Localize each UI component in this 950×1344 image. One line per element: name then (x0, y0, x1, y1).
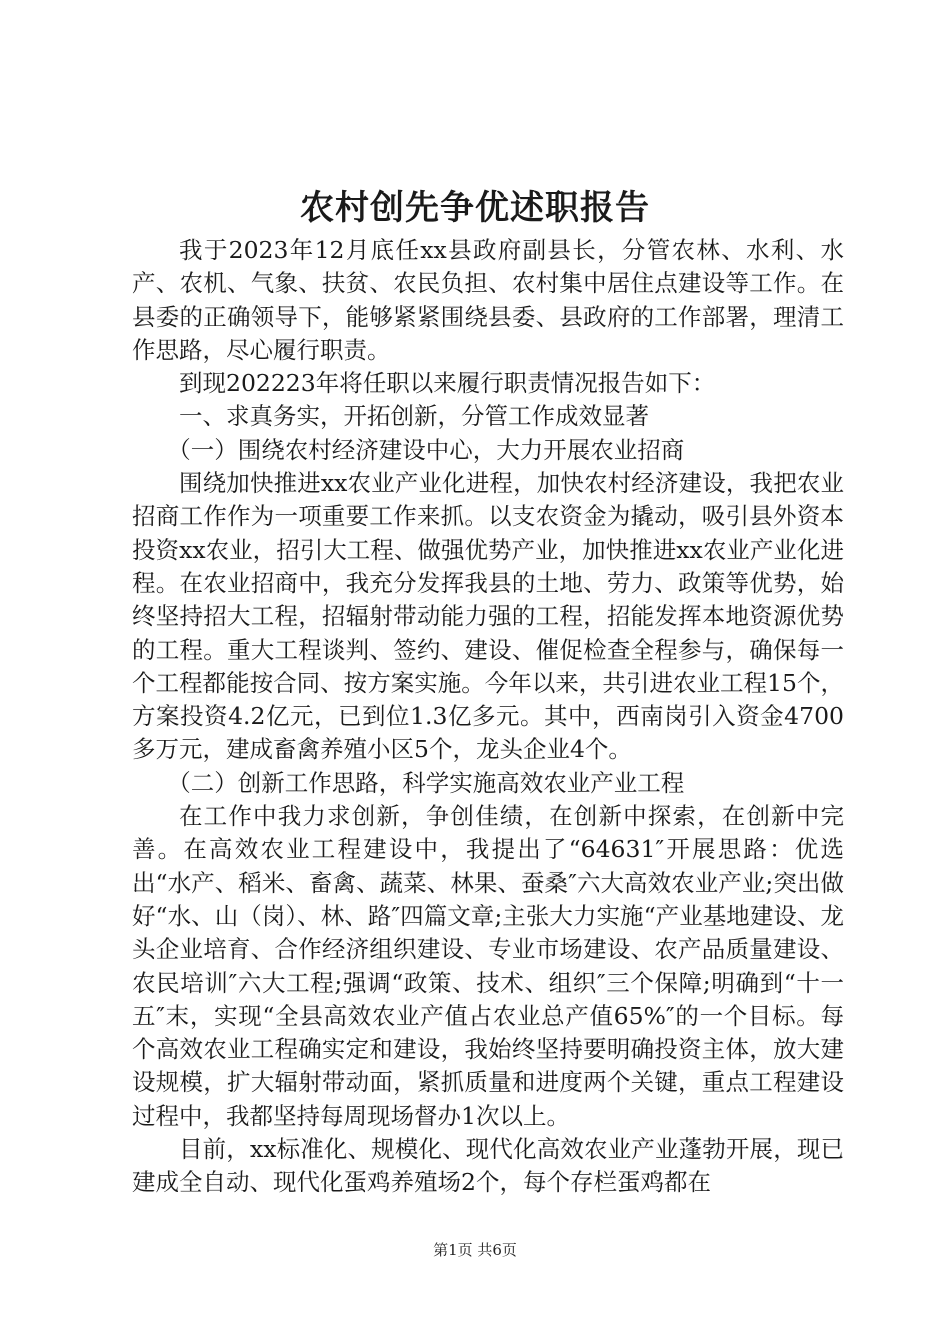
section-heading-1: 一、求真务实，开拓创新，分管工作成效显著 (179, 402, 649, 431)
paragraph-report-lead: 到现202223年将任职以来履行职责情况报告如下： (179, 369, 716, 398)
paragraph-intro: 我于2023年12月底任xx县政府副县长，分管农林、水利、水产、农机、气象、扶贫、农民负担、农村集中居住点建设等工作。在县委的正确领导下，能够紧紧围绕县委、县政府的工作部署，理清工作思路，尽心履行职责。 (132, 236, 844, 364)
paragraph-innovation: 在工作中我力求创新，争创佳绩，在创新中探索，在创新中完善。在高效农业工程建设中，我提出了“64631″开展思路：优选出“水产、稻米、畜禽、蔬菜、林果、蚕桑″六大高效农业产业;突出做好“水、山（岗）、林、路″四篇文章;主张大力实施“产业基地建设、龙头企业培育、合作经济组织建设、专业市场建设、农产品质量建设、农民培训″六大工程;强调“政策、技术、组织″三个保障;明确到“十一五″末，实现“全县高效农业产值占农业总产值65%″的一个目标。每个高效农业工程确实定和建设，我始终坚持要明确投资主体，放大建设规模，扩大辐射带动面，紧抓质量和进度两个关键，重点工程建设过程中，我都坚持每周现场督办1次以上。 (132, 802, 844, 1130)
paragraph-current: 目前，xx标准化、规模化、现代化高效农业产业蓬勃开展，现已建成全自动、现代化蛋鸡养殖场2个，每个存栏蛋鸡都在 (132, 1135, 844, 1197)
paragraph-investment: 围绕加快推进xx农业产业化进程，加快农村经济建设，我把农业招商工作作为一项重要工作来抓。以支农资金为撬动，吸引县外资本投资xx农业，招引大工程、做强优势产业，加快推进xx农业产业化进程。在农业招商中，我充分发挥我县的土地、劳力、政策等优势，始终坚持招大工程，招辐射带动能力强的工程，招能发挥本地资源优势的工程。重大工程谈判、签约、建设、催促检查全程参与，确保每一个工程都能按合同、按方案实施。今年以来，共引进农业工程15个，方案投资4.2亿元，已到位1.3亿多元。其中，西南岗引入资金4700多万元，建成畜禽养殖小区5个，龙头企业4个。 (132, 469, 844, 764)
subsection-heading-2: （二）创新工作思路，科学实施高效农业产业工程 (167, 768, 685, 797)
document-body (132, 234, 844, 1200)
subsection-heading-1: （一）围绕农村经济建设中心，大力开展农业招商 (167, 435, 685, 464)
document-title: 农村创先争优述职报告 (300, 188, 650, 228)
page-footer: 第1页 共6页 (433, 1241, 517, 1259)
